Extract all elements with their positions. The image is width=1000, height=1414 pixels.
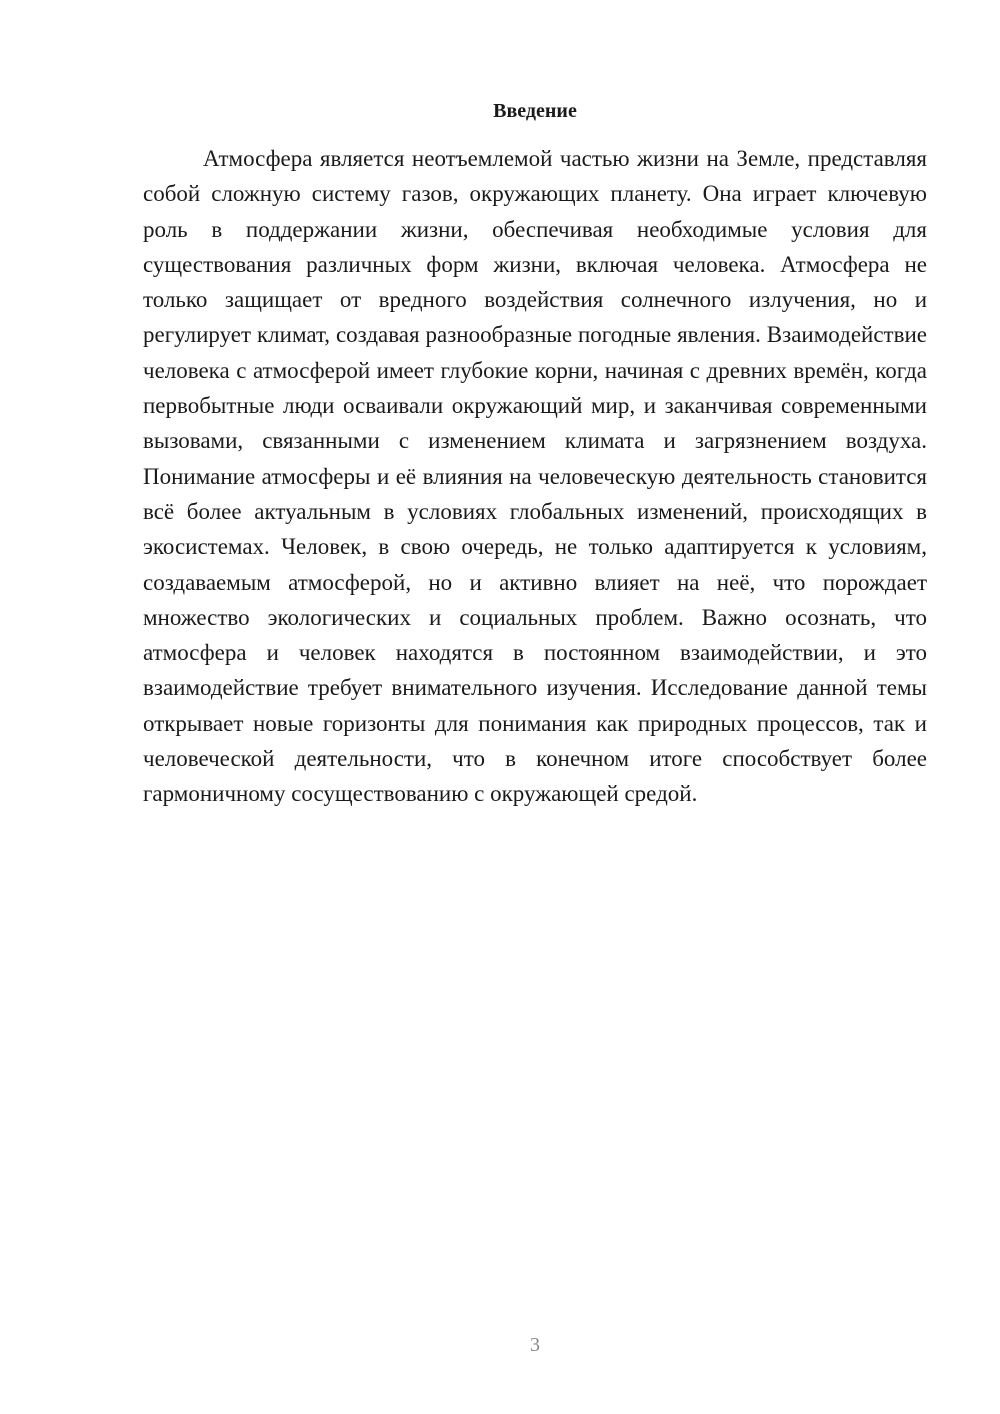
page-number: 3 (530, 1334, 540, 1356)
body-paragraph: Атмосфера является неотъемлемой частью жизни на Земле, представляя собой сложную систему газов, окружающих планету. Она играет ключевую роль в поддержании жизни, обеспечивая необходимые условия для существования различных форм жизни, включая человека. Атмосфера не только защищает от вредного воздействия солнечного излучения, но и регулирует климат, создавая разнообразные погодные явления. Взаимодействие человека с атмосферой имеет глубокие корни, начиная с древних времён, когда первобытные люди осваивали окружающий мир, и заканчивая современными вызовами, связанными с изменением климата и загрязнением воздуха. Понимание атмосферы и её влияния на человеческую деятельность становится всё более актуальным в условиях глобальных изменений, происходящих в экосистемах. Человек, в свою очередь, не только адаптируется к условиям, создаваемым атмосферой, но и активно влияет на неё, что порождает множество экологических и социальных проблем. Важно осознать, что атмосфера и человек находятся в постоянном взаимодействии, и это взаимодействие требует внимательного изучения. Исследование данной темы открывает новые горизонты для понимания как природных процессов, так и человеческой деятельности, что в конечном итоге способствует более гармоничному сосуществованию с окружающей средой. (143, 146, 927, 807)
section-heading: Введение (493, 100, 577, 122)
